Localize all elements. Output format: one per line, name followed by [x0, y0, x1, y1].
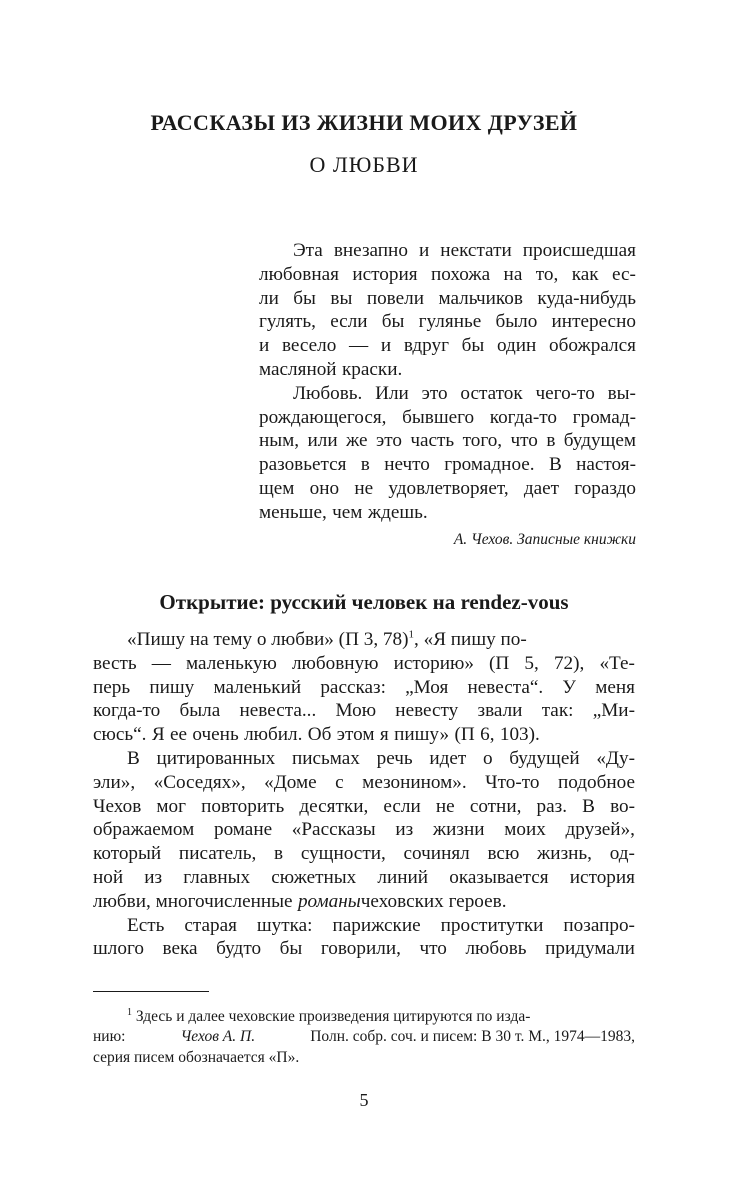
word: 6,	[480, 724, 495, 746]
word: любовную	[291, 652, 379, 674]
word: бы	[381, 311, 405, 333]
word: гулянье	[418, 311, 482, 333]
word: будто	[216, 938, 262, 960]
word: (П	[489, 652, 510, 674]
word: жизни	[432, 819, 485, 841]
word: который	[93, 843, 162, 865]
word: любовь	[465, 938, 527, 960]
epigraph-line	[259, 239, 636, 263]
word: романе	[213, 819, 273, 841]
word: этом	[336, 724, 375, 746]
word: краски.	[341, 358, 403, 380]
word: вы-	[607, 382, 636, 404]
word: не	[435, 795, 455, 817]
word: друзей»,	[565, 819, 635, 841]
word: куда-нибудь	[537, 287, 636, 309]
word: это	[421, 382, 448, 404]
word: маленькую	[186, 652, 277, 674]
epigraph-text	[259, 239, 636, 525]
word: настоя-	[576, 454, 636, 476]
word: повели	[366, 287, 424, 309]
word: обожрался	[549, 335, 636, 357]
paragraph-3	[93, 914, 635, 962]
epigraph-line	[259, 501, 636, 525]
epigraph-attribution: А. Чехов. Записные книжки	[453, 530, 636, 548]
page-number: 5	[359, 1090, 369, 1110]
chapter-subheading: О ЛЮБВИ	[309, 152, 419, 177]
word: в	[546, 430, 556, 452]
text-line	[93, 866, 635, 890]
word: вы	[330, 287, 353, 309]
word: история	[352, 263, 418, 285]
word: невеста...	[239, 700, 317, 722]
word: Что-то	[485, 771, 540, 793]
word: похожа	[430, 263, 491, 285]
word: происшедшая	[522, 240, 636, 261]
word: было	[495, 311, 538, 333]
word: цитированных	[156, 747, 276, 769]
word: в	[360, 454, 370, 476]
epigraph-line	[259, 453, 636, 477]
text-line	[93, 890, 635, 914]
text-line	[93, 1027, 635, 1047]
word: гораздо	[574, 477, 636, 499]
text-line	[93, 723, 635, 747]
word: мезонином».	[362, 771, 467, 793]
word: старая	[184, 914, 237, 936]
word: историю»	[393, 652, 474, 674]
word: как	[571, 263, 599, 285]
word: будущей	[509, 747, 580, 769]
text-line-part	[127, 1007, 530, 1027]
word: это	[375, 430, 402, 452]
word: всю	[487, 843, 520, 865]
epigraph-line	[259, 358, 636, 382]
word: проститутки	[440, 914, 544, 936]
section-title: Открытие: русский человек на rendez-vous	[159, 590, 569, 614]
word: Любовь.	[293, 382, 363, 404]
word: звали	[477, 700, 523, 722]
word: В	[582, 795, 595, 817]
word: ждешь.	[367, 501, 428, 523]
word: века	[162, 938, 198, 960]
epigraph-line	[259, 477, 636, 501]
text-run: Здесь и далее чеховские произведения цитируются по изда-	[135, 1008, 531, 1025]
word: или	[307, 430, 338, 452]
word: оказывается	[449, 866, 549, 888]
text-run: , «Я пишу по-	[414, 629, 527, 650]
word: удовлетворяет,	[388, 477, 509, 499]
footnote-number: 1	[127, 1006, 132, 1018]
word: мог	[156, 795, 186, 817]
word: Об	[307, 724, 332, 746]
word: маленький	[213, 676, 302, 698]
epigraph-line	[259, 263, 636, 287]
word: 5,	[524, 652, 539, 674]
word: сочинял	[403, 843, 470, 865]
word: сотни,	[469, 795, 522, 817]
word: громадное.	[444, 454, 535, 476]
word: придумали	[545, 938, 635, 960]
word: любил.	[244, 724, 303, 746]
word: невеста“.	[467, 676, 544, 698]
word: разовьется	[259, 454, 347, 476]
text-line	[93, 676, 635, 700]
italic-text: романы	[297, 890, 361, 912]
word: Я	[151, 724, 165, 746]
epigraph-line	[259, 406, 636, 430]
text-line	[93, 818, 635, 842]
text-line	[93, 652, 635, 676]
text-line	[93, 914, 635, 938]
paragraph-2	[93, 747, 635, 914]
book-page	[93, 0, 635, 1182]
word: дает	[523, 477, 560, 499]
word: чем	[332, 501, 363, 523]
word: —	[349, 335, 369, 357]
word: чего-то	[535, 382, 595, 404]
paragraph-1	[93, 628, 635, 747]
word: Чехов	[93, 795, 142, 817]
word: из	[144, 866, 163, 888]
word: была	[179, 700, 221, 722]
text-line	[93, 1048, 635, 1068]
word: перь	[93, 676, 131, 698]
word: ли	[259, 287, 279, 309]
word: «Рассказы	[291, 819, 376, 841]
word: эли»,	[93, 771, 136, 793]
word: масляной	[259, 358, 337, 380]
word: громад-	[572, 406, 636, 428]
word: повторить	[201, 795, 285, 817]
footnote-divider	[93, 991, 209, 992]
word: В	[127, 747, 140, 769]
word: линий	[377, 866, 429, 888]
word: речь	[376, 747, 413, 769]
word: бы	[279, 938, 303, 960]
epigraph-line	[259, 429, 636, 453]
chapter-heading: РАССКАЗЫ ИЗ ЖИЗНИ МОИХ ДРУЗЕЙ	[150, 110, 578, 135]
word: ным,	[259, 430, 300, 452]
word: шлого	[93, 938, 144, 960]
word: так:	[541, 700, 574, 722]
text-run: «Пишу на тему о любви» (П 3, 78)	[127, 629, 409, 650]
body-text	[93, 628, 635, 961]
word: весело	[281, 335, 337, 357]
word: ее	[170, 724, 188, 746]
epigraph-line	[259, 310, 636, 334]
word: то,	[535, 263, 559, 285]
word: будущем	[563, 430, 636, 452]
text-line	[93, 795, 635, 819]
text-run: серия писем обозначается «П».	[93, 1048, 300, 1066]
word: В	[548, 454, 562, 476]
word: шутка:	[256, 914, 313, 936]
word: очень	[192, 724, 239, 746]
word: когда-то	[93, 700, 161, 722]
word: «Ду-	[596, 747, 635, 769]
word: рассказ:	[320, 676, 386, 698]
text-line	[93, 628, 635, 652]
word: бывшего	[402, 406, 475, 428]
word: бы	[293, 287, 316, 309]
word: „Ми-	[592, 700, 635, 722]
word: весть	[93, 652, 137, 674]
word: сущности,	[300, 843, 386, 865]
word: ображаемом	[93, 819, 195, 841]
word: говорили,	[320, 938, 401, 960]
word: жизнь,	[537, 843, 592, 865]
word: мальчиков	[438, 287, 523, 309]
word: раз.	[536, 795, 568, 817]
word: остаток	[460, 382, 523, 404]
text-run: нию:	[93, 1028, 126, 1046]
word: о	[482, 747, 493, 769]
word: некстати	[440, 240, 512, 261]
word: од-	[609, 843, 635, 865]
footnote-ref[interactable]: 1	[408, 628, 414, 641]
word: парижские	[332, 914, 421, 936]
text-line	[93, 937, 635, 961]
italic-text: Чехов А. П.	[180, 1028, 256, 1046]
word: вдруг	[403, 335, 449, 357]
word: „Моя	[405, 676, 449, 698]
word: пишу»	[394, 724, 450, 746]
word: что	[510, 430, 538, 452]
word: писатель,	[178, 843, 257, 865]
word: меньше,	[259, 501, 327, 523]
word: и	[418, 240, 430, 261]
word: ной	[93, 866, 124, 888]
word: невесту	[395, 700, 459, 722]
text-line	[93, 1007, 635, 1027]
word: из	[395, 819, 414, 841]
word: Есть	[127, 914, 165, 936]
word: десятки,	[299, 795, 369, 817]
word: история	[569, 866, 635, 888]
word: я	[379, 724, 389, 746]
text-line	[93, 699, 635, 723]
word: бы	[461, 335, 485, 357]
word: —	[151, 652, 171, 674]
text-run: чеховских героев.	[360, 890, 507, 912]
word: пишу	[149, 676, 195, 698]
epigraph-line	[259, 382, 636, 406]
word: того,	[462, 430, 503, 452]
word: «Те-	[599, 652, 635, 674]
text-line	[93, 842, 635, 866]
word: часть	[410, 430, 455, 452]
word: на	[503, 263, 523, 285]
word: ес-	[612, 263, 636, 285]
word: рождающегося,	[259, 406, 387, 428]
word: же	[346, 430, 368, 452]
word: гулять,	[259, 311, 316, 333]
word: (П	[454, 724, 475, 746]
word: если	[383, 795, 421, 817]
word: 72),	[553, 652, 585, 674]
word: и	[380, 335, 392, 357]
word: что	[419, 938, 447, 960]
word: идет	[429, 747, 467, 769]
word: щем	[259, 477, 295, 499]
word: меня	[595, 676, 635, 698]
epigraph	[259, 239, 636, 551]
word: с	[335, 771, 344, 793]
text-line-part	[127, 628, 527, 652]
word: когда-то	[489, 406, 557, 428]
word: любовная	[259, 263, 339, 285]
text-run: любви, многочисленные	[93, 890, 293, 912]
word: подобное	[557, 771, 635, 793]
word: внезапно	[333, 240, 408, 261]
word: интересно	[551, 311, 636, 333]
word: сюсь“.	[93, 724, 147, 746]
word: в	[274, 843, 284, 865]
word: и	[259, 335, 270, 357]
word: письмах	[291, 747, 360, 769]
word: «Соседях»,	[153, 771, 246, 793]
word: моих	[504, 819, 546, 841]
word: сюжетных	[271, 866, 357, 888]
word: во-	[610, 795, 635, 817]
word: главных	[183, 866, 251, 888]
epigraph-line	[259, 334, 636, 358]
word: Мою	[335, 700, 377, 722]
text-run: Полн. собр. соч. и писем: В 30 т. М., 1974—1983,	[310, 1028, 635, 1046]
word: Эта	[293, 240, 323, 261]
word: позапро-	[563, 914, 635, 936]
word: У	[562, 676, 576, 698]
word: Или	[375, 382, 409, 404]
word: «Доме	[264, 771, 317, 793]
word: один	[496, 335, 537, 357]
word: если	[330, 311, 368, 333]
word: не	[354, 477, 374, 499]
word: оно	[309, 477, 340, 499]
text-line	[93, 747, 635, 771]
word: нечто	[384, 454, 430, 476]
footnote	[93, 1007, 635, 1068]
epigraph-line	[259, 287, 636, 311]
word: 103).	[499, 724, 540, 746]
text-line	[93, 771, 635, 795]
